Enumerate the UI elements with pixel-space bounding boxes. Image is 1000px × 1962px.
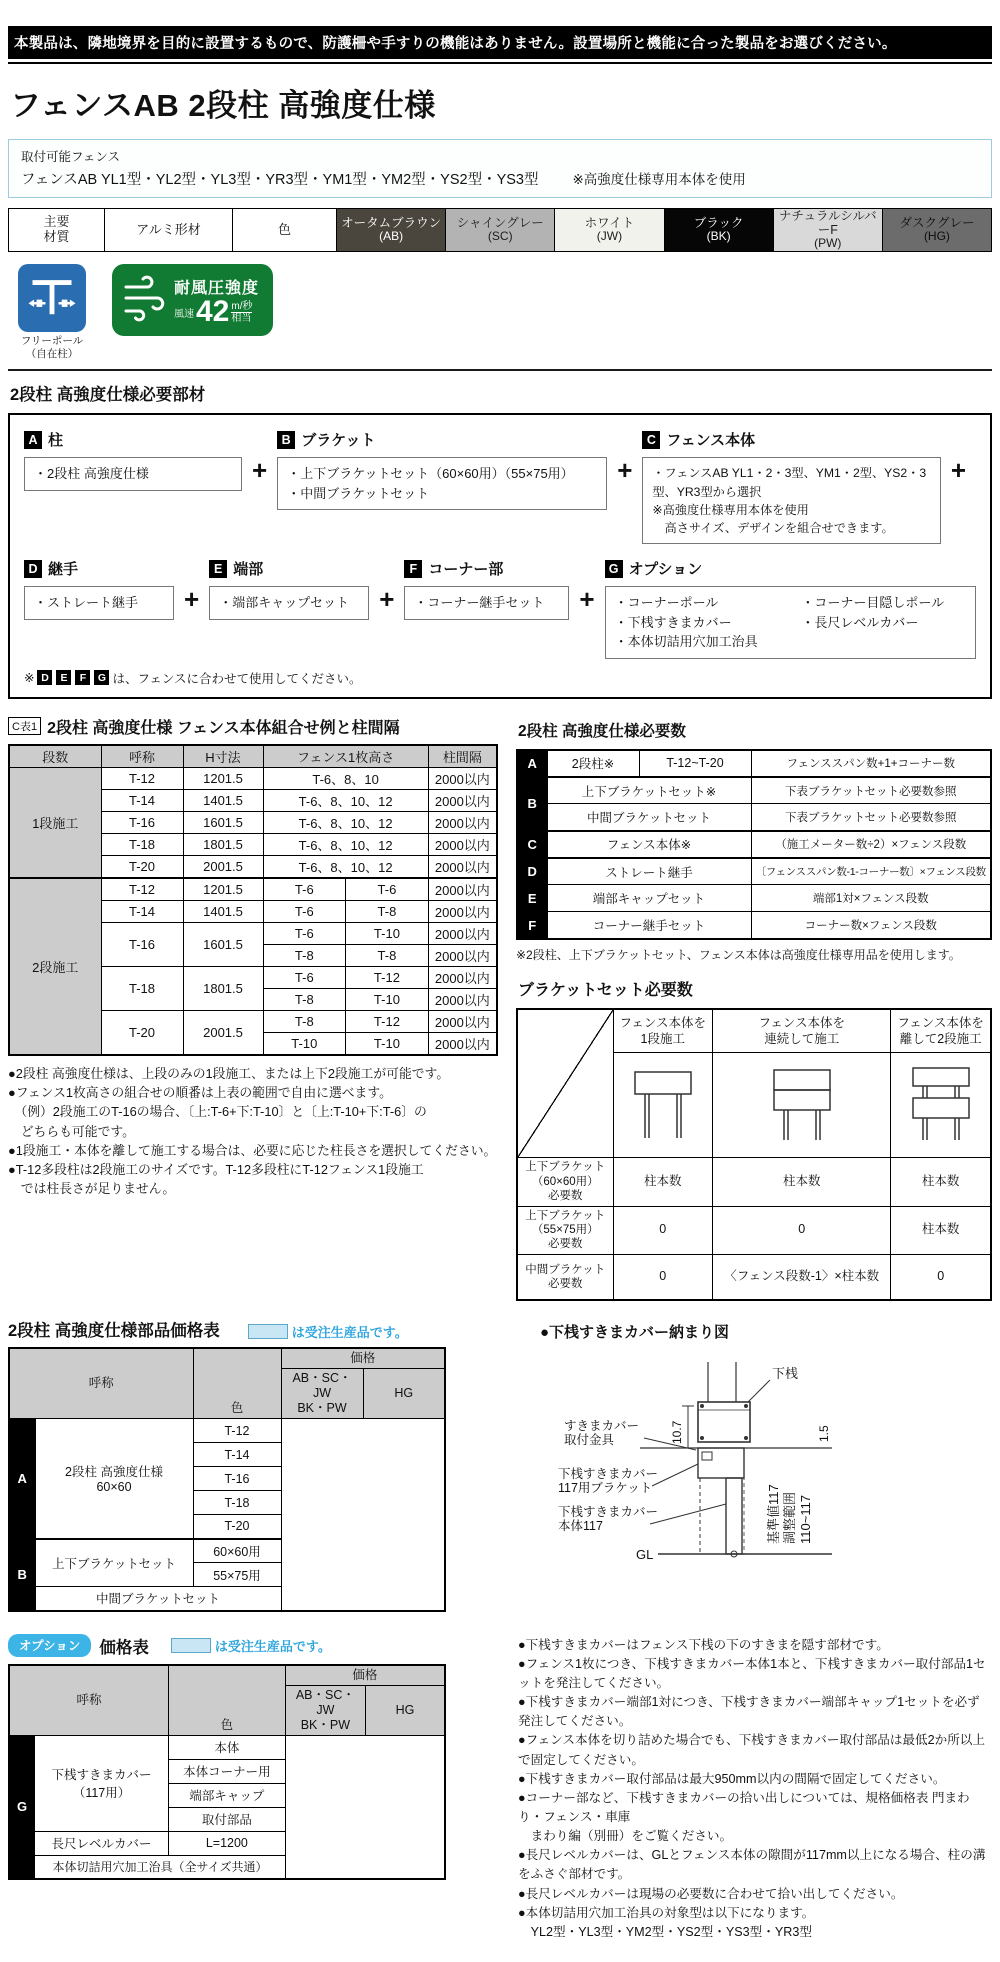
- wind-resistance-badge: 耐風圧強度 風速 42 m/秒 相当: [112, 264, 273, 336]
- table-row: 1段施工 T-12 1201.5 T-6、8、10 2000以内: [9, 767, 497, 789]
- feature-badges: [10, 264, 992, 361]
- table-row: 中間ブラケットセット: [9, 1587, 445, 1611]
- plus-sign: +: [379, 584, 395, 615]
- plus-sign: +: [184, 584, 200, 615]
- plus-sign: +: [617, 455, 633, 486]
- fence-continuous-diagram: [713, 1053, 890, 1157]
- table-row: C フェンス本体※ （施工メーター数÷2）×フェンス段数: [517, 831, 991, 858]
- option-badge: オプション: [8, 1634, 91, 1657]
- svg-text:すきまカバー: すきまカバー: [564, 1419, 640, 1434]
- material-label: 主要 材質: [9, 209, 105, 251]
- plus-sign: +: [950, 455, 966, 486]
- cover-diagram: [540, 1344, 840, 1582]
- part-name-c: フェンス本体: [666, 432, 756, 450]
- svg-text:調整範囲: 調整範囲: [782, 1492, 797, 1545]
- table1-tag: C表1: [8, 717, 41, 735]
- table-row: T-18 1801.5 T-6 T-12 2000以内: [9, 966, 497, 988]
- part-badge-c: C: [642, 431, 660, 449]
- combination-table: 段数 呼称 H寸法 フェンス1枚高さ 柱間隔 1段施工 T-12 1201.5 T-6、8、10 2000以内 T-14 1401.5 T-6、8、10、12 2000以内 T-16 1601.5 T-6、8、10、12 2000以内 T-18 1801.5 T-6、8、10、12 2000以内 T-20 2001.5 T-6、8、10、12 2000以内 2段施工 T-12 1201.5 T-6 T-6 2000以内 T-14 1401.5 T-6 T-8 2000以内 T-16 1601.5 T-6 T-10 2000以内 T-8 T-8 2000以内 T-18 1801.5 T-6 T-12 2000以内 T-8 T-10 2000以内 T-20 2001.5 T-8 T-12 2000以内 T-10 T-10 2000以内: [8, 744, 498, 1056]
- table1-title: 2段柱 高強度仕様 フェンス本体組合せ例と柱間隔: [47, 719, 400, 737]
- notice-bar: 本製品は、隣地境界を目的に設置するもので、防護柵や手すりの機能はありません。設置場所と機能に合った製品をお選びください。: [8, 26, 992, 59]
- compatible-fence-label: 取付可能フェンス: [21, 150, 121, 164]
- table-row: 中間ブラケット 必要数 0 〈フェンス段数-1〉×柱本数 0: [517, 1254, 991, 1300]
- table-row: 長尺レベルカバー L=1200: [9, 1831, 445, 1855]
- part-box-g: ・コーナーポール ・コーナー目隠しポール ・下桟すきまカバー ・長尺レベルカバー ・本体切詰用穴加工治具: [605, 586, 976, 659]
- materials-color-table: [8, 208, 992, 252]
- required-table: [516, 749, 992, 940]
- part-badge-f: F: [404, 560, 422, 578]
- svg-text:取付金具: 取付金具: [564, 1433, 615, 1448]
- cover-diagram-block: [540, 1321, 992, 1587]
- table-row: F コーナー継手セット コーナー数×フェンス段数: [517, 912, 991, 939]
- wind-prefix: 風速: [174, 309, 194, 320]
- table-row: T-20: [9, 1515, 445, 1539]
- part-name-a: 柱: [48, 432, 64, 450]
- freepole-icon: [18, 264, 86, 332]
- table-row: T-18: [9, 1491, 445, 1515]
- bracket-heading: ブラケットセット必要数: [518, 981, 693, 999]
- table-row: 本体切詰用穴加工治具（全サイズ共通）: [9, 1855, 445, 1879]
- wind-title: 耐風圧強度: [174, 280, 260, 297]
- notice-rule: [8, 62, 992, 64]
- part-name-b: ブラケット: [301, 432, 376, 450]
- part-badge-b: B: [277, 431, 295, 449]
- table-row: T-14 1401.5 T-6、8、10、12 2000以内: [9, 789, 497, 811]
- table-row: T-8 T-8 2000以内: [9, 944, 497, 966]
- table-row: T-20 2001.5 T-6、8、10、12 2000以内: [9, 855, 497, 878]
- price2-heading: 価格表: [99, 1638, 149, 1657]
- compatible-fence-note: ※高強度仕様専用本体を使用: [572, 172, 746, 187]
- table-row: A 2段柱 高強度仕様 60×60 T-12: [9, 1419, 445, 1443]
- svg-text:110~117: 110~117: [798, 1495, 813, 1545]
- part-badge-e: E: [209, 560, 227, 578]
- table-row: 中間ブラケットセット 下表ブラケットセット必要数参照: [517, 804, 991, 831]
- svg-text:117用ブラケット: 117用ブラケット: [558, 1481, 653, 1496]
- plus-sign: +: [252, 455, 268, 486]
- made-to-order-legend: は受注生産品です。: [171, 1636, 331, 1655]
- table-row: T-20 2001.5 T-8 T-12 2000以内: [9, 1010, 497, 1032]
- table-row: T-14 1401.5 T-6 T-8 2000以内: [9, 900, 497, 922]
- part-box-d: ・ストレート継手: [24, 586, 174, 620]
- part-box-a: ・2段柱 高強度仕様: [24, 457, 242, 491]
- svg-text:基準値117: 基準値117: [766, 1484, 781, 1545]
- compatible-fence-box: [8, 139, 992, 198]
- material-value: アルミ形材: [105, 209, 233, 251]
- price1-heading: 2段柱 高強度仕様部品価格表: [8, 1322, 220, 1341]
- part-name-e: 端部: [233, 561, 264, 579]
- page-title: フェンスAB 2段柱 高強度仕様: [10, 88, 436, 123]
- table-row: G 下桟すきまカバー （117用） 本体: [9, 1735, 445, 1759]
- table-row: B 上下ブラケットセット※ 下表ブラケットセット必要数参照: [517, 777, 991, 804]
- freepole-label: フリーポール （自在柱）: [20, 335, 84, 361]
- svg-text:本体117: 本体117: [558, 1519, 603, 1534]
- part-badge-d: D: [24, 560, 42, 578]
- table-row: 本体コーナー用: [9, 1759, 445, 1783]
- color-swatch-ab: オータムブラウン (AB): [337, 209, 446, 251]
- svg-text:10.7: 10.7: [670, 1420, 684, 1445]
- plus-sign: +: [579, 584, 595, 615]
- table-row: A 2段柱※ T-12~T-20 フェンススパン数+1+コーナー数: [517, 750, 991, 777]
- parts-section-heading: 2段柱 高強度仕様必要部材: [10, 386, 206, 405]
- bottom-notes: ●下桟すきまカバーはフェンス下桟の下のすきまを隠す部材です。 ●フェンス1枚につき、下桟すきまカバー本体1本と、下桟すきまカバー取付部品1セットを発注してください。 ●下桟すきまカバー端部1対につき、下桟すきまカバー端部キャップ1セットを必ず発注してください。 ●フェンス本体を切り詰めた場合でも、下桟すきまカバー取付部品は最低2か所以上で固定してください。 ●下桟すきまカバー取付部品は最大950mm以内の間隔で固定してください。 ●コーナー部など、下桟すきまカバーの拾い出しについては、規格価格表 門まわり・フェンス・車庫 まわり編（別冊）をご覧ください。 ●長尺レベルカバーは、GLとフェンス本体の隙間が117mm以上になる場合、柱の溝をふさぐ部材です。 ●長尺レベルカバーは現場の必要数に合わせて拾い出してください。 ●本体切詰用穴加工治具の対象型は以下になります。 YL2型・YL3型・YM2型・YS2型・YS3型・YR3型: [518, 1637, 986, 1939]
- price-blank-area: [281, 1419, 445, 1611]
- part-name-g: オプション: [628, 561, 703, 579]
- combination-notes: ●2段柱 高強度仕様は、上段のみの1段施工、または上下2段施工が可能です。 ●フェンス1枚高さの組合せの順番は上表の範囲で自由に選べます。 （例）2段施工のT-16の場合、〔上:T-6+下:T-10〕と〔上:T-10+下:T-6〕の どちらも可能です。 ●1段施工・本体を離して施工する場合は、必要に応じた柱長さを選択してください。 ●T-12多段柱は2段施工のサイズです。T-12多段柱にT-12フェンス1段施工 では柱長さが足りません。: [8, 1065, 497, 1197]
- color-swatch-bk: ブラック (BK): [665, 209, 774, 251]
- part-badge-g: G: [605, 560, 623, 578]
- svg-text:下桟すきまカバー: 下桟すきまカバー: [558, 1505, 659, 1520]
- parts-box: [8, 413, 992, 699]
- table-row: E 端部キャップセット 端部1対×フェンス段数: [517, 885, 991, 912]
- diagonal-cell: [517, 1009, 613, 1158]
- table-row: 上下ブラケット （60×60用） 必要数 柱本数 柱本数 柱本数: [517, 1158, 991, 1206]
- table-row: 端部キャップ: [9, 1783, 445, 1807]
- table-row: T-10 T-10 2000以内: [9, 1032, 497, 1055]
- compatible-fence-models: フェンスAB YL1型・YL2型・YL3型・YR3型・YM1型・YM2型・YS2型・YS3型: [21, 172, 539, 188]
- fence-separated-diagram: [891, 1053, 990, 1157]
- wind-icon: [122, 273, 166, 327]
- table-row: B 上下ブラケットセット 60×60用: [9, 1539, 445, 1563]
- bracket-table: フェンス本体を 1段施工 フェンス本体を 連続して施工 フェンス本体を 離して2段施工 上下ブラケット （60×60用） 必要数 柱本数 柱本数 柱本数 上下ブラケット （55×75用） 必要数 0 0 柱本数 中間ブラケット 必要数 0 〈フェンス段数-1〉×柱本数 0: [516, 1008, 992, 1301]
- color-label: 色: [233, 209, 337, 251]
- fence-single-diagram: [614, 1053, 713, 1157]
- part-badge-a: A: [24, 431, 42, 449]
- required-heading: 2段柱 高強度仕様必要数: [518, 722, 686, 740]
- table-row: 取付部品: [9, 1807, 445, 1831]
- required-note: ※2段柱、上下ブラケットセット、フェンス本体は高強度仕様専用品を使用します。: [516, 947, 961, 962]
- svg-text:下桟: 下桟: [772, 1366, 799, 1382]
- part-name-f: コーナー部: [428, 561, 504, 579]
- part-name-d: 継手: [48, 561, 79, 579]
- color-swatch-jw: ホワイト (JW): [555, 209, 664, 251]
- price-blank-area: [285, 1735, 445, 1879]
- legend-swatch: [248, 1324, 288, 1339]
- color-swatch-sc: シャイングレー (SC): [446, 209, 555, 251]
- table-row: T-14: [9, 1443, 445, 1467]
- table-row: T-8 T-10 2000以内: [9, 988, 497, 1010]
- wind-value: 42: [196, 295, 230, 328]
- cover-diagram-title: ●下桟すきまカバー納まり図: [540, 1324, 730, 1342]
- svg-text:GL: GL: [636, 1547, 654, 1563]
- table-row: T-16: [9, 1467, 445, 1491]
- table-row: 2段施工 T-12 1201.5 T-6 T-6 2000以内: [9, 878, 497, 901]
- color-swatch-hg: ダスクグレー (HG): [883, 209, 991, 251]
- table-row: 上下ブラケット （55×75用） 必要数 0 0 柱本数: [517, 1206, 991, 1254]
- table-row: T-16 1601.5 T-6 T-10 2000以内: [9, 922, 497, 944]
- table-row: T-16 1601.5 T-6、8、10、12 2000以内: [9, 811, 497, 833]
- section-divider: [8, 369, 992, 371]
- price-table-options: 呼称 色 価格 AB・SC・JW BK・PW HG G 下桟すきまカバー （117用） 本体 本体コーナー用 端部キャップ 取付部品 長尺レベルカバー L=1200 本体切詰用穴加工治具（全サイズ共通）: [8, 1664, 446, 1881]
- made-to-order-legend: は受注生産品です。: [248, 1322, 408, 1341]
- table-row: T-18 1801.5 T-6、8、10、12 2000以内: [9, 833, 497, 855]
- table-row: D ストレート継手 〔フェンススパン数-1-コーナー数〕×フェンス段数: [517, 858, 991, 885]
- color-swatch-pw: ナチュラルシルバーF (PW): [774, 209, 883, 251]
- parts-note: ※ D E F G は、フェンスに合わせて使用してください。: [24, 671, 362, 686]
- legend-swatch: [171, 1638, 211, 1653]
- table-row: 55×75用: [9, 1563, 445, 1587]
- svg-text:1.5: 1.5: [817, 1425, 831, 1443]
- part-box-c: ・フェンスAB YL1・2・3型、YM1・2型、YS2・3型、YR3型から選択 ※高強度仕様専用本体を使用 高さサイズ、デザインを組合せできます。: [642, 457, 940, 544]
- part-box-f: ・コーナー継手セット: [404, 586, 569, 620]
- part-box-b: ・上下ブラケットセット（60×60用）（55×75用） ・中間ブラケットセット: [277, 457, 607, 510]
- part-box-e: ・端部キャップセット: [209, 586, 369, 620]
- svg-text:下桟すきまカバー: 下桟すきまカバー: [558, 1467, 659, 1482]
- price-table-parts: 呼称 色 価格 AB・SC・JW BK・PW HG A 2段柱 高強度仕様 60×60 T-12 T-14 T-16 T-18 T-20 B 上下ブラケットセット 60×60用 55×75用 中間ブラケットセット: [8, 1347, 446, 1612]
